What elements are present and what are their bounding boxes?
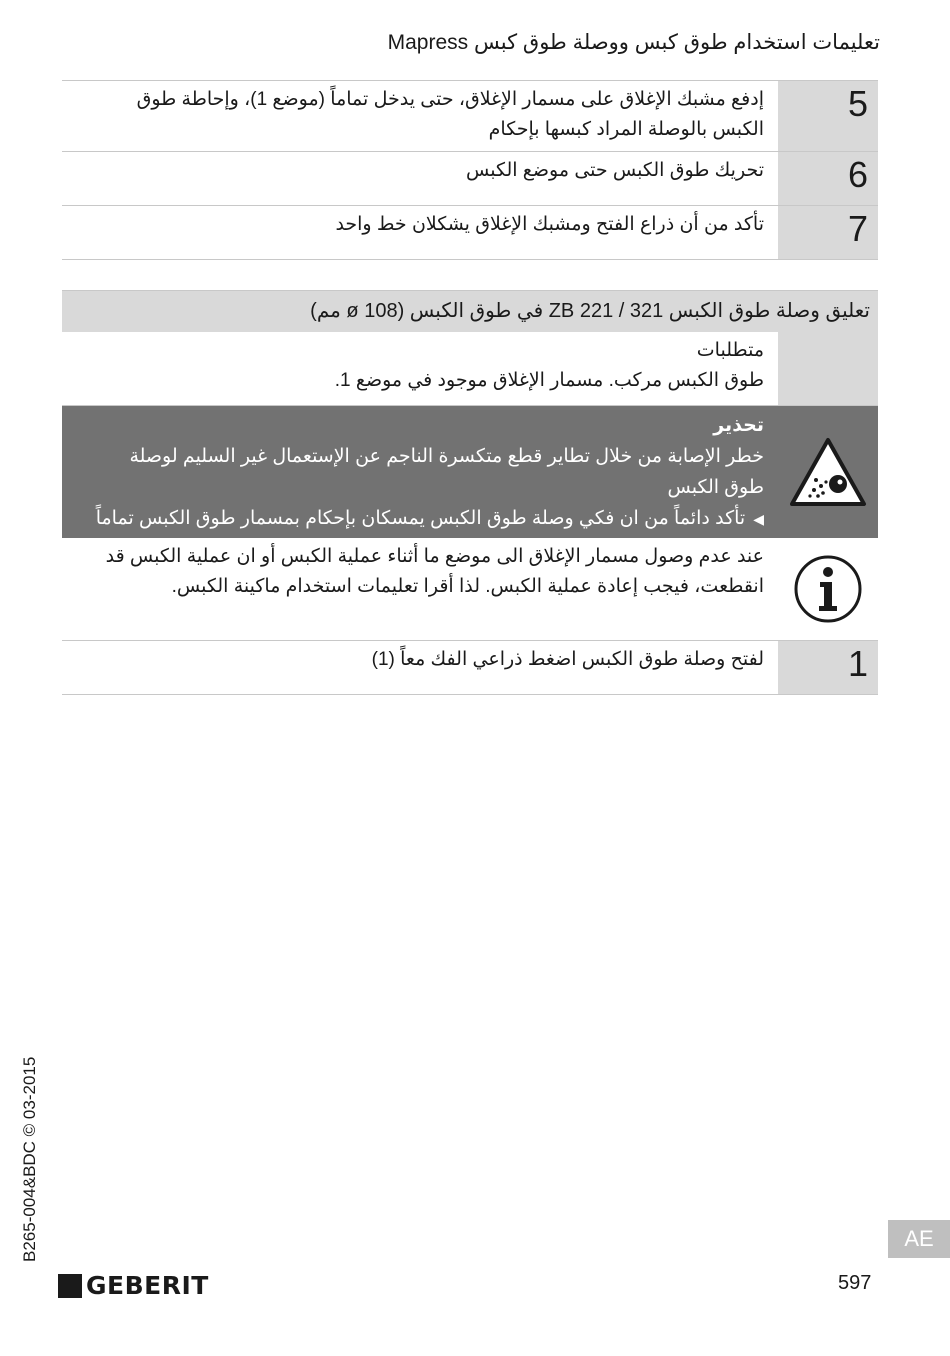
step-text-line: تحريك طوق الكبس حتى موضع الكبس bbox=[466, 160, 764, 181]
logo-text: GEBERIT bbox=[86, 1271, 209, 1300]
requirements-text bbox=[62, 332, 778, 405]
requirements-side-cell bbox=[778, 332, 878, 405]
step-text-line: لفتح وصلة طوق الكبس اضغط ذراعي الفك معاً (1) bbox=[371, 649, 764, 670]
warning-icon-cell bbox=[778, 406, 878, 538]
step-text bbox=[62, 152, 778, 205]
step-row bbox=[62, 152, 878, 206]
warning-bullet bbox=[76, 503, 764, 535]
info-line: انقطعت، فيجب إعادة عملية الكبس. لذا أقرا تعليمات استخدام ماكينة الكبس. bbox=[171, 576, 764, 597]
geberit-logo bbox=[58, 1271, 209, 1300]
step-row bbox=[62, 641, 878, 695]
warning-bullet-text: تأكد دائماً من ان فكي وصلة طوق الكبس يمسكان بإحكام بمسمار طوق الكبس تماماً bbox=[95, 508, 746, 529]
step-text bbox=[62, 641, 778, 694]
step-text bbox=[62, 206, 778, 259]
step-text-line: إدفع مشبك الإغلاق على مسمار الإغلاق، حتى يدخل تماماً (موضع 1)، وإحاطة طوق bbox=[136, 89, 764, 110]
logo-square-icon bbox=[58, 1274, 82, 1298]
flying-debris-warning-icon bbox=[788, 436, 868, 508]
warning-text bbox=[62, 406, 778, 538]
info-text bbox=[62, 538, 778, 640]
step-number: 6 bbox=[778, 152, 878, 205]
section-table bbox=[62, 290, 878, 695]
step-number: 7 bbox=[778, 206, 878, 259]
document-code: B265-004&BDC © 03-2015 bbox=[20, 1056, 39, 1262]
step-number: 1 bbox=[778, 641, 878, 694]
step-number: 5 bbox=[778, 81, 878, 151]
info-icon bbox=[793, 554, 863, 624]
warning-title: تحذير bbox=[713, 415, 764, 436]
requirements-title: متطلبات bbox=[696, 340, 764, 361]
step-row bbox=[62, 206, 878, 260]
warning-line: خطر الإصابة من خلال تطاير قطع متكسرة الناجم عن الإستعمال غير السليم لوصلة bbox=[129, 446, 764, 467]
warning-box bbox=[62, 406, 878, 538]
page-number: 597 bbox=[838, 1272, 872, 1294]
info-line: عند عدم وصول مسمار الإغلاق الى موضع ما أثناء عملية الكبس أو ان عملية الكبس قد bbox=[105, 546, 764, 567]
language-badge: AE bbox=[888, 1220, 950, 1258]
page-header-title: تعليمات استخدام طوق كبس ووصلة طوق كبس Mapress bbox=[387, 31, 880, 54]
step-text-line: الكبس بالوصلة المراد كبسها بإحكام bbox=[488, 119, 764, 140]
info-icon-cell bbox=[778, 538, 878, 640]
section-title: تعليق وصلة طوق الكبس ZB 221 / 321 في طوق الكبس (ø 108 مم) bbox=[62, 290, 878, 332]
step-row bbox=[62, 80, 878, 152]
requirements-body: طوق الكبس مركب. مسمار الإغلاق موجود في موضع 1. bbox=[334, 370, 764, 391]
step-text bbox=[62, 81, 778, 151]
step-text-line: تأكد من أن ذراع الفتح ومشبك الإغلاق يشكلان خط واحد bbox=[335, 214, 764, 235]
info-box bbox=[62, 538, 878, 641]
triangle-left-icon: ◀ bbox=[753, 511, 764, 527]
requirements-row bbox=[62, 332, 878, 406]
steps-table-top bbox=[62, 80, 878, 260]
warning-line: طوق الكبس bbox=[667, 477, 764, 498]
